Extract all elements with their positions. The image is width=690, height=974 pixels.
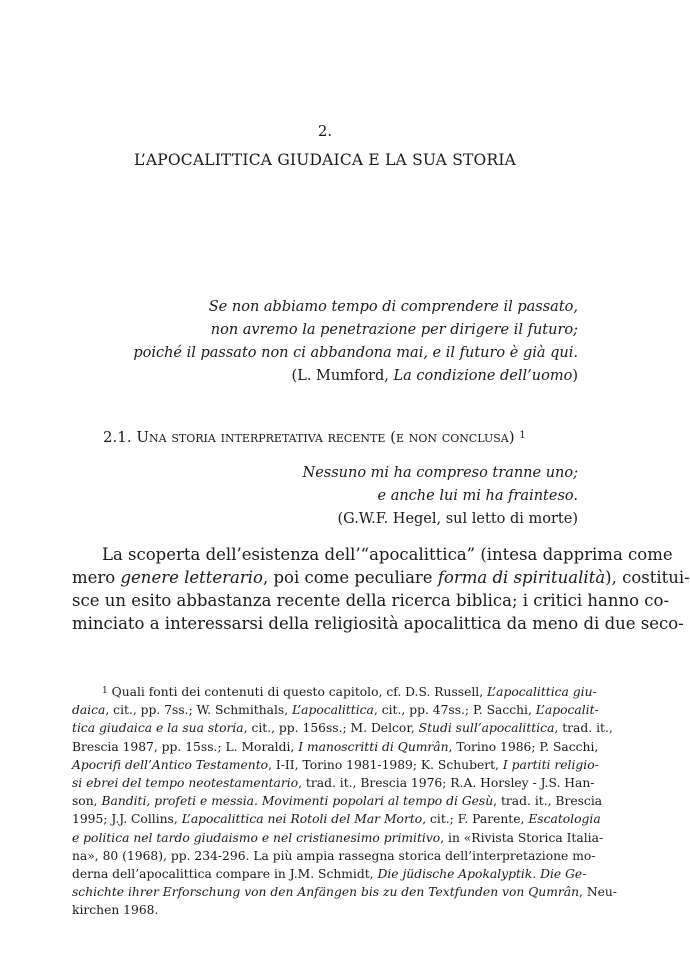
citation-title: tica giudaica e la sua storia (72, 721, 244, 736)
attribution-author: (L. Mumford, (291, 368, 394, 384)
citation-title: L’apocalittica giu- (487, 685, 597, 699)
citation-title: Die jüdische Apokalyptik. Die Ge- (377, 867, 587, 882)
epigraph-line: non avremo la penetrazione per dirigere il futuro; (210, 322, 578, 338)
section-heading (103, 428, 526, 446)
citation-title: Escatologia (528, 812, 601, 827)
section-number: 2.1. (103, 428, 132, 446)
citation-title: L’apocalittica (292, 703, 374, 718)
body-paragraph (72, 543, 690, 635)
text-run: Quali fonti dei contenuti di questo capitolo, cf. D.S. Russell, (107, 685, 488, 699)
footnote-1 (72, 682, 617, 920)
epigraph-line: poiché il passato non ci abbandona mai, e il futuro è già qui. (133, 345, 578, 361)
attribution-work: La condizione dell’uomo (393, 368, 573, 384)
footnote-line (72, 701, 599, 719)
text-run: , in «Rivista Storica Italia- (440, 830, 604, 845)
citation-title: I manoscritti di Qumrân (298, 739, 449, 754)
attribution-close: ) (572, 368, 578, 384)
epigraph-attribution (133, 365, 578, 388)
epigraph-line: Se non abbiamo tempo di comprendere il passato, (208, 299, 578, 315)
footnote-line: kirchen 1968. (72, 903, 159, 918)
text-run: derna dell’apocalittica compare in J.M. Schmidt, (72, 867, 378, 882)
footnote-line (72, 682, 597, 701)
footnote-line (72, 756, 599, 774)
section-title: Una storia interpretativa recente (e non conclusa) (136, 428, 515, 446)
text-run: , poi come peculiare (263, 568, 438, 587)
citation-title: L’apocalittica nei Rotoli del Mar Morto (181, 812, 423, 827)
footnote-line (72, 829, 604, 847)
text-run: ), costitui- (605, 568, 690, 587)
footnote-reference: 1 (519, 430, 526, 441)
citation-title: L’apocalit- (535, 703, 599, 718)
epigraph-line: e anche lui mi ha frainteso. (377, 488, 578, 504)
epigraph-mumford (133, 296, 578, 388)
citation-title: daica (72, 703, 106, 718)
footnote-line (72, 883, 617, 901)
text-run: , trad. it., (554, 721, 613, 736)
footnote-line: na», 80 (1968), pp. 234-296. La più ampia rassegna storica dell’interpretazione mo- (72, 848, 596, 863)
citation-title: e politica nel tardo giudaismo e nel cristianesimo primitivo (72, 830, 441, 845)
footnote-line (72, 719, 613, 737)
footnote-line (72, 810, 601, 828)
text-run: , cit.; F. Parente, (422, 812, 529, 827)
emphasis: genere letterario (120, 568, 263, 587)
footnote-line (72, 738, 599, 756)
footnote-line (72, 774, 595, 792)
text-run: , cit., pp. 156ss.; M. Delcor, (243, 721, 419, 736)
emphasis: forma di spiritualità (437, 568, 606, 587)
epigraph-attribution: (G.W.F. Hegel, sul letto di morte) (337, 511, 578, 527)
epigraph-line: Nessuno mi ha compreso tranne uno; (302, 465, 578, 481)
body-line: sce un esito abbastanza recente della ricerca biblica; i critici hanno co- (72, 591, 670, 610)
citation-title: Banditi, profeti e messia. Movimenti popolari al tempo di Gesù (101, 794, 494, 809)
citation-title: Studi sull’apocalittica (418, 721, 555, 736)
footnote-line (72, 792, 603, 810)
chapter-number: 2. (317, 122, 333, 140)
citation-title: Apocrifi dell’Antico Testamento (72, 757, 269, 772)
text-run: , Torino 1986; P. Sacchi, (448, 739, 599, 754)
text-run: mero (72, 568, 121, 587)
footnote-marker: 1 (102, 686, 108, 696)
citation-title: I partiti religio- (502, 757, 599, 772)
text-run: , cit., pp. 47ss.; P. Sacchi, (373, 703, 536, 718)
chapter-title: L’APOCALITTICA GIUDAICA E LA SUA STORIA (133, 151, 517, 169)
citation-title: schichte ihrer Erforschung von den Anfängen bis zu den Textfunden von Qumrân (72, 885, 579, 900)
text-run: son, (72, 794, 102, 809)
body-line: minciato a interessarsi della religiosità apocalittica da meno di due seco- (72, 614, 684, 633)
text-run: , Neu- (579, 885, 617, 900)
text-run: , trad. it., Brescia (493, 794, 603, 809)
text-run: , I-II, Torino 1981-1989; K. Schubert, (268, 757, 503, 772)
text-run: , trad. it., Brescia 1976; R.A. Horsley - J.S. Han- (298, 776, 595, 791)
citation-title: si ebrei del tempo neotestamentario (72, 776, 299, 791)
text-run: , cit., pp. 7ss.; W. Schmithals, (105, 703, 293, 718)
text-run: Brescia 1987, pp. 15ss.; L. Moraldi, (72, 739, 299, 754)
epigraph-hegel (303, 462, 579, 531)
footnote-line (72, 865, 587, 883)
body-line: La scoperta dell’esistenza dell’“apocalittica” (intesa dapprima come (102, 545, 673, 564)
body-line (72, 566, 690, 589)
text-run: 1995; J.J. Collins, (72, 812, 182, 827)
